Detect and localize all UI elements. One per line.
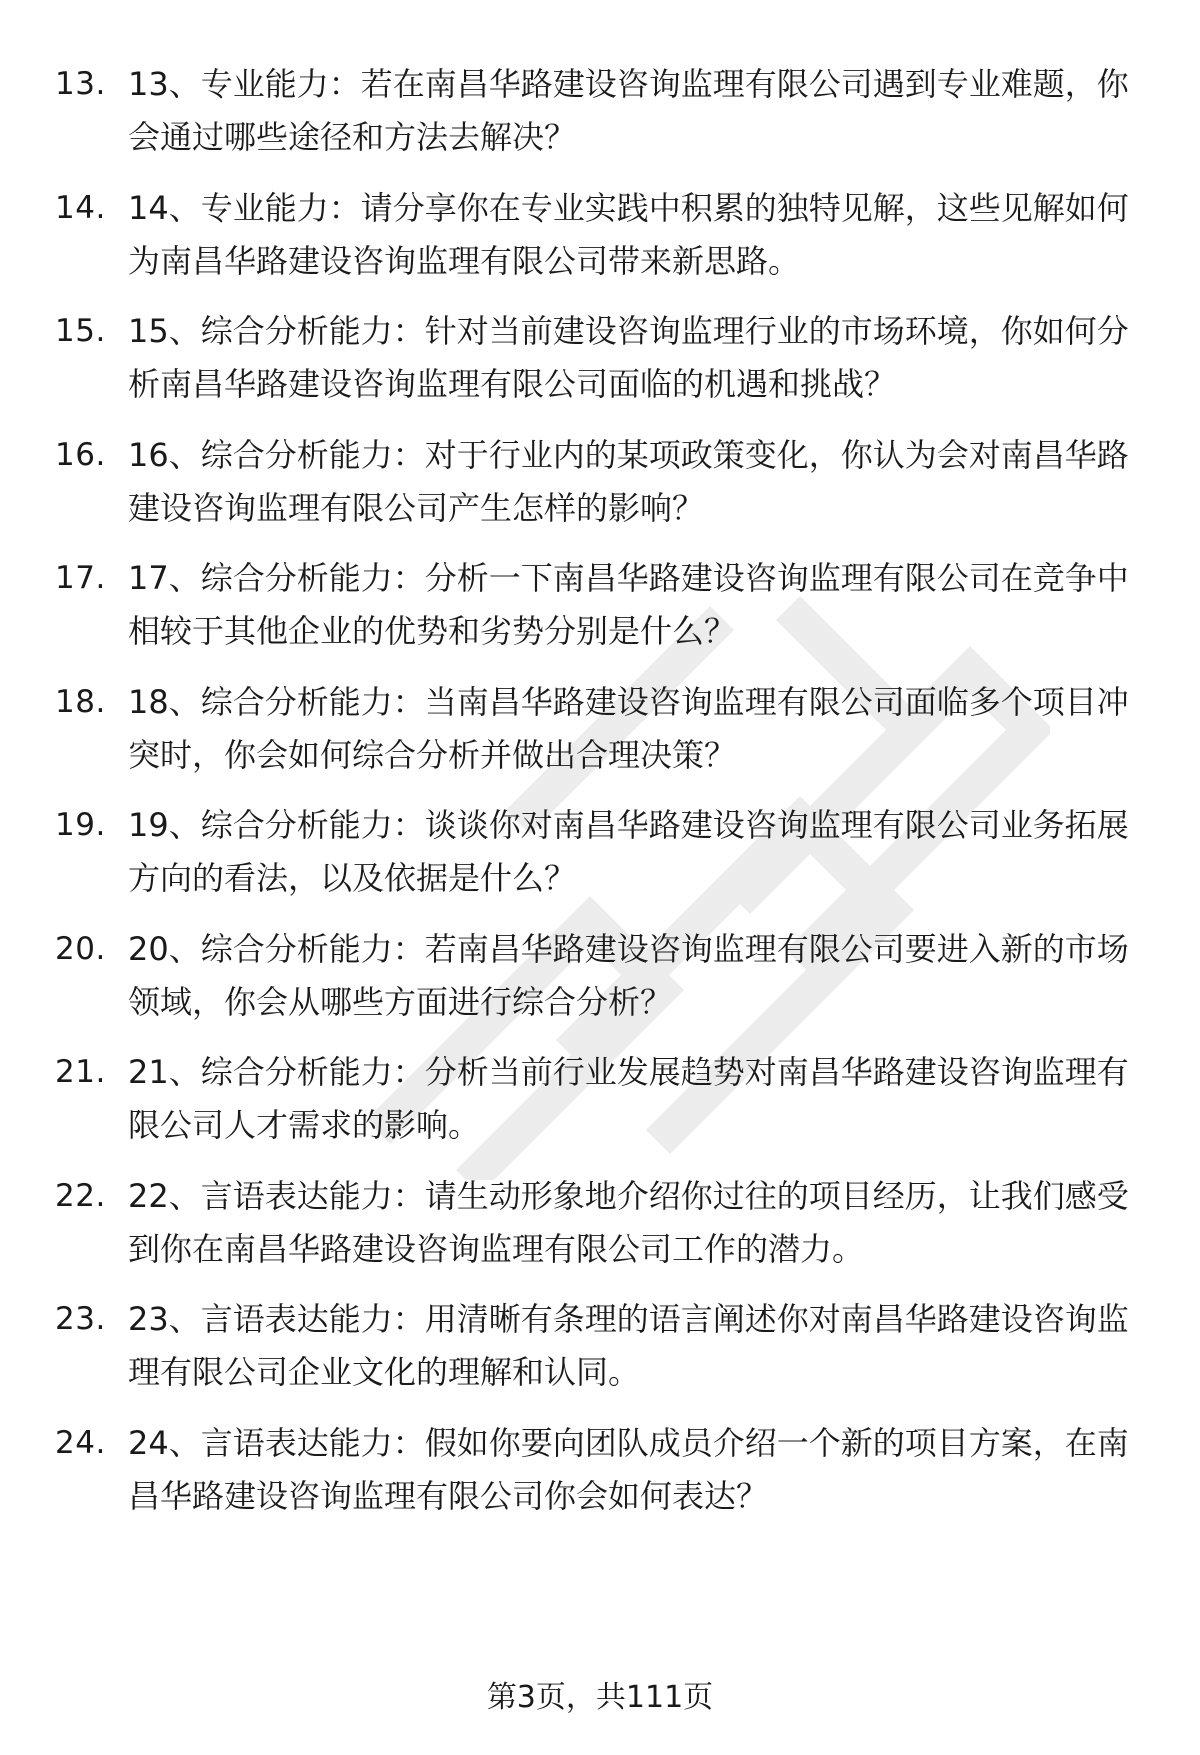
- question-text: 16、综合分析能力：对于行业内的某项政策变化，你认为会对南昌华路建设咨询监理有限公司产生怎样的影响？: [128, 435, 1129, 527]
- question-number: 18.: [55, 683, 106, 720]
- question-text: 22、言语表达能力：请生动形象地介绍你过往的项目经历，让我们感受到你在南昌华路建设咨询监理有限公司工作的潜力。: [128, 1176, 1129, 1268]
- question-item: [0, 429, 1200, 539]
- question-text: 13、专业能力：若在南昌华路建设咨询监理有限公司遇到专业难题，你会通过哪些途径和方法去解决？: [128, 65, 1129, 156]
- question-number: 23.: [55, 1301, 106, 1337]
- question-text: 24、言语表达能力：假如你要向团队成员介绍一个新的项目方案，在南昌华路建设咨询监理有限公司你会如何表达？: [128, 1423, 1129, 1515]
- question-number: 21.: [55, 1054, 106, 1090]
- question-item: [0, 923, 1200, 1033]
- question-item: [0, 552, 1200, 662]
- question-text: 14、专业能力：请分享你在专业实践中积累的独特见解，这些见解如何为南昌华路建设咨询监理有限公司带来新思路。: [128, 188, 1129, 280]
- question-number: 13.: [55, 66, 106, 102]
- question-text: 20、综合分析能力：若南昌华路建设咨询监理有限公司要进入新的市场领域，你会从哪些方面进行综合分析？: [128, 929, 1129, 1021]
- question-number: 15.: [55, 313, 106, 349]
- page-indicator: 第3页，共111页: [486, 1680, 714, 1715]
- question-item: [0, 799, 1200, 909]
- question-text: 23、言语表达能力：用清晰有条理的语言阐述你对南昌华路建设咨询监理有限公司企业文化的理解和认同。: [128, 1300, 1129, 1391]
- question-item: [0, 676, 1200, 786]
- question-item: [0, 58, 1200, 168]
- question-item: [0, 1293, 1200, 1403]
- question-number: 16.: [55, 436, 106, 473]
- question-number: 19.: [55, 807, 106, 843]
- question-item: [0, 1046, 1200, 1156]
- question-text: 15、综合分析能力：针对当前建设咨询监理行业的市场环境，你如何分析南昌华路建设咨询监理有限公司面临的机遇和挑战？: [128, 312, 1129, 403]
- question-number: 24.: [55, 1424, 106, 1461]
- question-item: [0, 1417, 1200, 1527]
- question-item: [0, 1170, 1200, 1280]
- question-number: 22.: [55, 1177, 106, 1214]
- question-text: 17、综合分析能力：分析一下南昌华路建设咨询监理有限公司在竞争中相较于其他企业的优势和劣势分别是什么？: [128, 559, 1129, 650]
- question-text: 18、综合分析能力：当南昌华路建设咨询监理有限公司面临多个项目冲突时，你会如何综合分析并做出合理决策？: [128, 682, 1129, 774]
- question-item: [0, 182, 1200, 292]
- question-text: 19、综合分析能力：谈谈你对南昌华路建设咨询监理有限公司业务拓展方向的看法，以及依据是什么？: [128, 806, 1129, 897]
- question-number: 14.: [55, 189, 106, 226]
- question-item: [0, 305, 1200, 415]
- question-text: 21、综合分析能力：分析当前行业发展趋势对南昌华路建设咨询监理有限公司人才需求的影响。: [128, 1053, 1129, 1144]
- question-number: 17.: [55, 560, 106, 596]
- question-number: 20.: [55, 930, 106, 967]
